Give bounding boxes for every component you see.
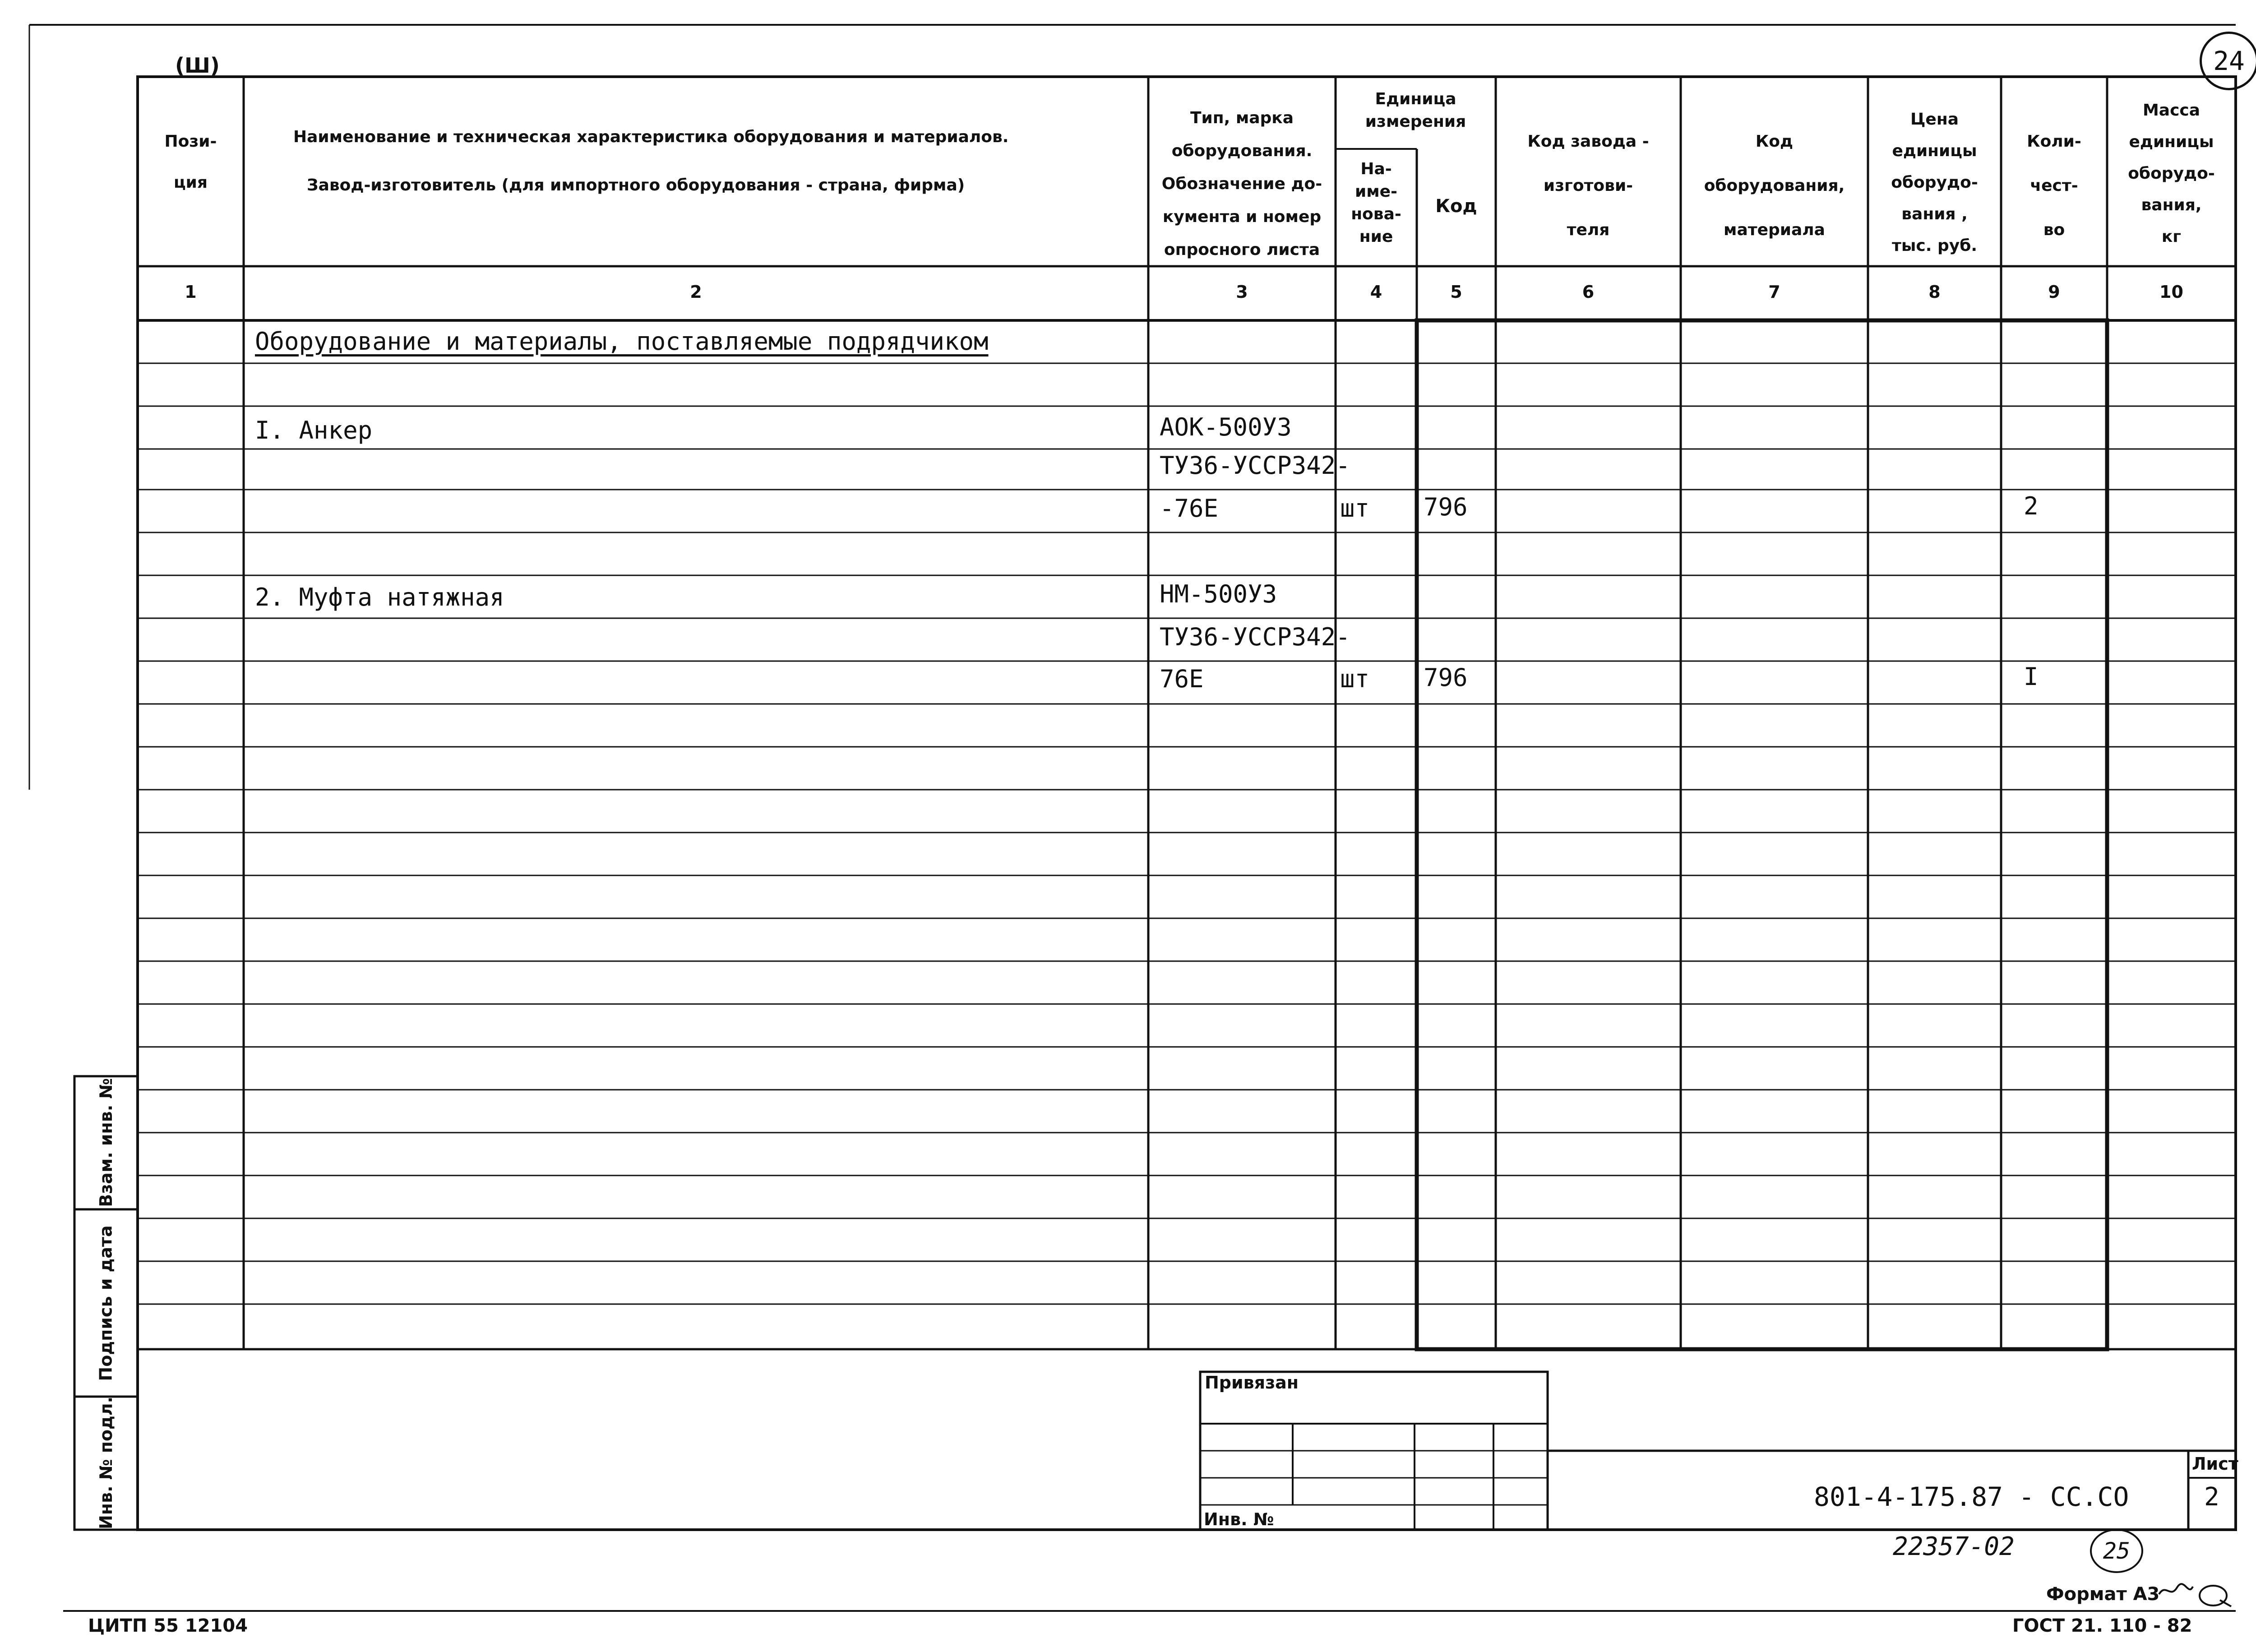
header-unit-name-line: ние <box>1359 227 1393 246</box>
page-number: 24 <box>2213 46 2245 76</box>
circled-number-badge <box>2090 1529 2143 1573</box>
column-number: 2 <box>690 282 702 302</box>
item-1-doc-line-2: -76Е <box>1160 494 1219 523</box>
item-2-doc-line-2: 76Е <box>1160 665 1204 693</box>
header-equipment-code-line: материала <box>1724 221 1825 239</box>
section-title: Оборудование и материалы, поставляемые подрядчиком <box>255 327 989 356</box>
header-quantity <box>2001 120 2107 252</box>
top-left-mark: (Ш) <box>175 53 220 78</box>
header-type-line: Тип, марка <box>1190 109 1294 127</box>
header-price-line: вания , <box>1901 205 1968 223</box>
header-price-line: единицы <box>1892 142 1977 160</box>
side-stamp-signature-date <box>16 1225 196 1381</box>
column-number: 4 <box>1370 282 1382 302</box>
gost-label: ГОСТ 21. 110 - 82 <box>2012 1615 2192 1636</box>
item-2-doc-line-1: ТУ36-УССР342- <box>1160 623 1350 651</box>
header-price <box>1868 104 2001 262</box>
item-1-unit: шт <box>1340 494 1370 523</box>
item-1-doc-line-1: ТУ36-УССР342- <box>1160 451 1350 480</box>
header-unit-line: Единица <box>1375 90 1456 108</box>
left-code: ЦИТП 55 12104 <box>88 1615 248 1636</box>
column-number: 6 <box>1582 282 1595 302</box>
handwritten-number: 22357-02 <box>1893 1532 2015 1561</box>
sheet-label: Лист <box>2192 1454 2238 1474</box>
header-type-line: опросного листа <box>1164 241 1320 259</box>
header-unit-name <box>1336 158 1417 248</box>
header-type-line: кумента и номер <box>1162 208 1322 226</box>
header-quantity-line: чест- <box>2030 176 2078 195</box>
header-unit-name-line: На- <box>1360 160 1392 178</box>
format-label: Формат А3 <box>2046 1584 2160 1605</box>
header-quantity-line: во <box>2043 221 2065 239</box>
header-mass-line: Масса <box>2142 101 2201 120</box>
header-position <box>138 131 244 194</box>
header-position-line: Пози- <box>164 132 217 151</box>
header-factory-code-line: изготови- <box>1543 176 1633 195</box>
column-number: 7 <box>1768 282 1780 302</box>
header-factory-code-line: теля <box>1567 221 1610 239</box>
item-1-type: АОК-500У3 <box>1160 413 1292 441</box>
item-2-unit: шт <box>1340 665 1370 693</box>
header-price-line: Цена <box>1910 110 1959 129</box>
side-stamp-inv-podl <box>38 1396 174 1530</box>
item-2-unit-code: 796 <box>1424 663 1468 692</box>
approval-signature-icon <box>2157 1574 2233 1610</box>
item-2-name: 2. Муфта натяжная <box>255 583 504 611</box>
header-type <box>1151 102 1333 266</box>
item-2-quantity: I <box>2024 662 2039 691</box>
column-number: 1 <box>185 282 197 302</box>
item-1-name: I. Анкер <box>255 416 373 444</box>
header-mass-line: вания, <box>2141 196 2202 214</box>
column-number: 3 <box>1236 282 1248 302</box>
header-name-line: Наименование и техническая характеристика оборудования и материалов. <box>293 128 1009 146</box>
column-number: 5 <box>1450 282 1462 302</box>
sheet-number: 2 <box>2204 1482 2219 1512</box>
header-mass <box>2107 95 2236 253</box>
column-number: 10 <box>2159 282 2183 302</box>
header-unit-code: Код <box>1435 196 1477 217</box>
column-number: 9 <box>2048 282 2060 302</box>
header-equipment-code <box>1681 120 1868 252</box>
header-unit-name-line: име- <box>1355 182 1397 201</box>
header-unit-name-line: нова- <box>1351 205 1401 223</box>
item-1-unit-code: 796 <box>1424 493 1468 521</box>
header-name <box>293 126 1142 196</box>
header-name-line: Завод-изготовитель (для импортного оборудования - страна, фирма) <box>307 176 965 194</box>
title-block-privyazan: Привязан <box>1205 1373 1299 1393</box>
document-code: 801-4-175.87 - СС.СО <box>1814 1481 2129 1512</box>
header-position-line: ция <box>173 173 208 192</box>
item-2-type: НМ-500У3 <box>1160 580 1277 608</box>
header-factory-code <box>1496 120 1681 252</box>
header-price-line: тыс. руб. <box>1891 236 1978 255</box>
title-block-inv-no: Инв. № <box>1204 1509 1274 1529</box>
header-unit-line: измерения <box>1365 112 1466 131</box>
header-mass-line: кг <box>2161 227 2182 246</box>
header-equipment-code-line: оборудования, <box>1704 176 1845 195</box>
item-1-quantity: 2 <box>2024 492 2039 520</box>
side-stamp-inv-vzam-label: Взам. инв. № <box>96 1078 116 1207</box>
header-price-line: оборудо- <box>1891 173 1978 192</box>
side-stamp-signature-date-label: Подпись и дата <box>96 1225 116 1381</box>
side-stamp-inv-vzam <box>38 1078 174 1207</box>
header-quantity-line: Коли- <box>2027 132 2081 151</box>
circled-number: 25 <box>2103 1538 2131 1564</box>
column-number: 8 <box>1928 282 1941 302</box>
page-number-badge <box>2200 32 2256 90</box>
side-stamp-inv-podl-label: Инв. № подл. <box>96 1396 116 1530</box>
header-mass-line: оборудо- <box>2128 164 2215 183</box>
header-type-line: оборудования. <box>1171 142 1313 160</box>
header-type-line: Обозначение до- <box>1161 175 1322 193</box>
header-factory-code-line: Код завода - <box>1527 132 1649 151</box>
header-unit-group <box>1336 88 1496 133</box>
header-equipment-code-line: Код <box>1755 132 1794 151</box>
header-mass-line: единицы <box>2129 133 2214 151</box>
